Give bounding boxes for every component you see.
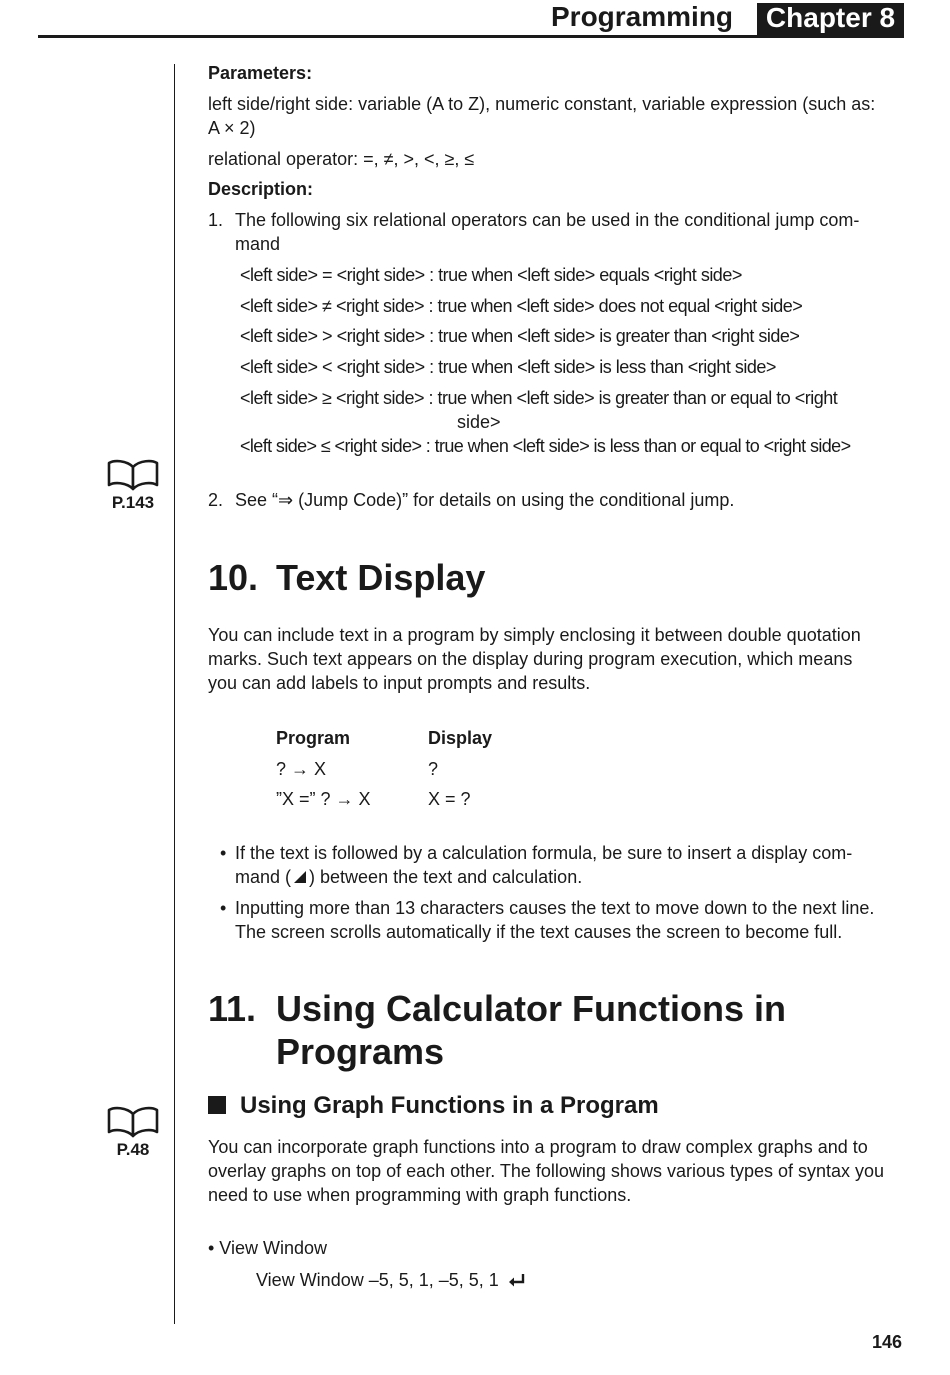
table-header-display: Display xyxy=(428,728,493,748)
bullet-1: If the text is followed by a calculation formula, be sure to insert a display com- xyxy=(235,843,853,863)
table-cell-program: ? → X xyxy=(276,759,327,779)
paragraph-line: You can include text in a program by simply enclosing it between double quotation xyxy=(208,625,861,645)
table-cell-display: X = ? xyxy=(428,789,471,809)
parameters-sides-cont: A × 2) xyxy=(208,118,256,138)
subheading xyxy=(208,1091,659,1121)
bullet-2: Inputting more than 13 characters causes the text to move down to the next line. xyxy=(235,898,875,918)
view-window-syntax xyxy=(256,1268,526,1292)
section-title-line-1: Using Calculator Functions in xyxy=(276,988,787,1029)
bullet-1-post: ) between the text and calculation. xyxy=(309,867,583,887)
operator-line: <left side> > <right side> : true when <left side> is greater than <right side> xyxy=(240,326,800,346)
operator-line-cont: side> xyxy=(457,412,501,432)
bullet-2-cont: The screen scrolls automatically if the text causes the screen to become full. xyxy=(235,922,843,942)
chapter-label: Chapter 8 xyxy=(757,3,904,36)
page-ref-label: P.143 xyxy=(111,493,155,512)
paragraph-line: overlay graphs on top of each other. The following shows various types of syntax you xyxy=(208,1161,885,1181)
operator-line: <left side> < <right side> : true when <left side> is less than <right side> xyxy=(240,357,776,377)
table-cell-program: ”X =” ? → X xyxy=(276,789,371,809)
paragraph-line: need to use when programming with graph functions. xyxy=(208,1185,632,1205)
view-window-bullet: • View Window xyxy=(208,1238,328,1258)
bullet-mark: • xyxy=(220,843,227,863)
square-bullet-icon xyxy=(208,1096,226,1114)
display-triangle-icon xyxy=(293,870,307,884)
book-icon xyxy=(106,458,160,492)
parameters-heading: Parameters: xyxy=(208,63,313,83)
page-number: 146 xyxy=(872,1332,903,1352)
page-ref-48[interactable] xyxy=(105,1105,161,1160)
page-ref-143[interactable] xyxy=(105,458,161,513)
parameters-sides: left side/right side: variable (A to Z), numeric constant, variable expression (such as: xyxy=(208,94,876,114)
section-number: 11. xyxy=(208,988,257,1029)
section-heading-11 xyxy=(208,987,888,1073)
paragraph-line: marks. Such text appears on the display during program execution, which means xyxy=(208,649,853,669)
return-arrow-icon xyxy=(508,1273,526,1287)
description-item-1-cont: mand xyxy=(235,234,281,254)
operator-line: <left side> ≤ <right side> : true when <left side> is less than or equal to <right side> xyxy=(240,436,851,456)
operator-line: <left side> = <right side> : true when <left side> equals <right side> xyxy=(240,265,742,285)
section-title: Text Display xyxy=(276,557,486,598)
bullet-1-cont xyxy=(235,865,582,889)
header-rule xyxy=(38,35,904,38)
syntax-text: View Window –5, 5, 1, –5, 5, 1 xyxy=(256,1270,499,1290)
subheading-text: Using Graph Functions in a Program xyxy=(240,1092,659,1119)
section-number: 10. xyxy=(208,557,259,598)
table-header-program: Program xyxy=(276,728,351,748)
description-heading: Description: xyxy=(208,179,314,199)
description-item-2: See “⇒ (Jump Code)” for details on using the conditional jump. xyxy=(235,490,735,510)
paragraph-line: You can incorporate graph functions into a program to draw complex graphs and to xyxy=(208,1137,868,1157)
table-cell-display: ? xyxy=(428,759,439,779)
list-number: 1. xyxy=(208,210,224,230)
bullet-mark: • xyxy=(220,898,227,918)
section-title-line-2: Programs xyxy=(276,1031,445,1072)
list-number: 2. xyxy=(208,490,224,510)
margin-rule xyxy=(174,64,175,1324)
operator-line: <left side> ≥ <right side> : true when <left side> is greater than or equal to <right xyxy=(240,388,838,408)
bullet-1-pre: mand ( xyxy=(235,867,292,887)
page-ref-label: P.48 xyxy=(116,1140,150,1159)
paragraph-line: you can add labels to input prompts and results. xyxy=(208,673,591,693)
section-heading-10 xyxy=(208,556,485,599)
description-item-1: The following six relational operators can be used in the conditional jump com- xyxy=(235,210,860,230)
book-icon xyxy=(106,1105,160,1139)
parameters-relational: relational operator: =, ≠, >, <, ≥, ≤ xyxy=(208,149,475,169)
section-title: Programming xyxy=(551,1,734,32)
operator-line: <left side> ≠ <right side> : true when <left side> does not equal <right side> xyxy=(240,296,803,316)
